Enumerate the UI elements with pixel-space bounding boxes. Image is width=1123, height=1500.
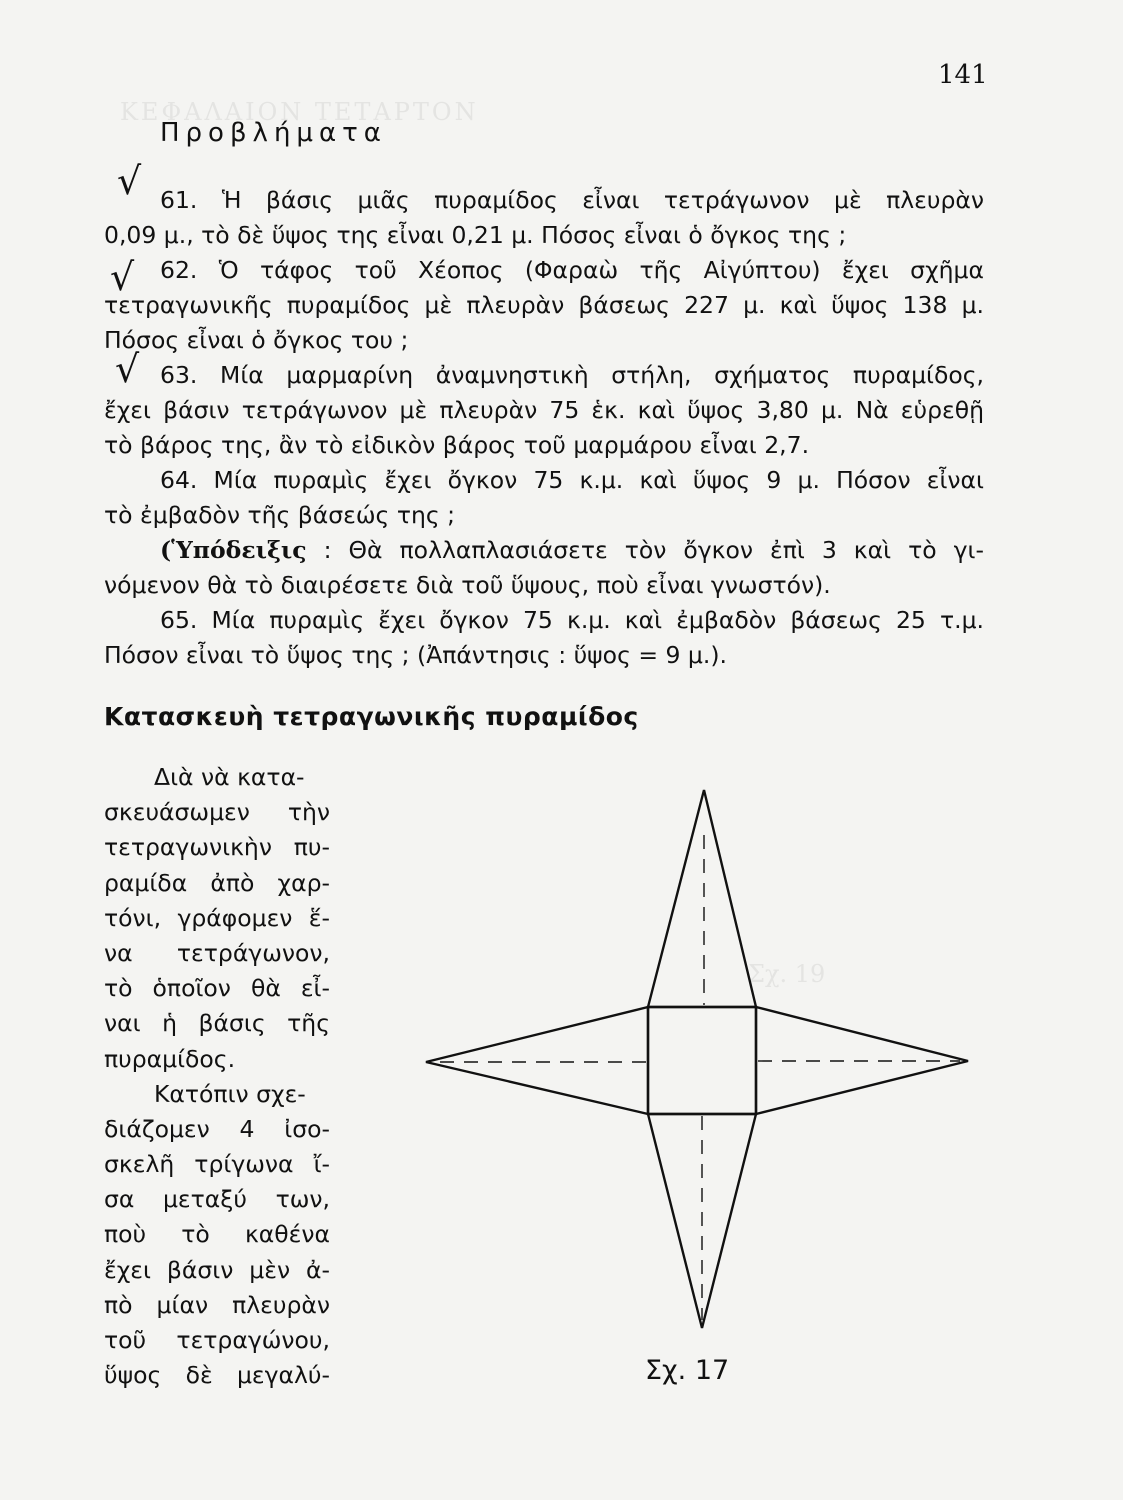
problem-63-line: 63. Μία μαρμαρίνη ἀναμνηστικὴ στήλη, σχήματος πυραμίδος,	[160, 361, 984, 389]
construction-line: τόνι, γράφομεν ἕ-	[104, 903, 330, 932]
problem-61-line: 0,09 μ., τὸ δὲ ὕψος της εἶναι 0,21 μ. Πόσος εἶναι ὁ ὄγκος της ;	[104, 221, 847, 249]
figure-caption: Σχ. 17	[645, 1355, 730, 1386]
page-number: 141	[938, 60, 988, 90]
construction-line: ὕψος δὲ μεγαλύ-	[104, 1361, 330, 1390]
construction-text	[104, 760, 330, 1393]
construction-line: διάζομεν 4 ἰσο-	[104, 1114, 330, 1143]
problem-65-line: 65. Μία πυραμὶς ἔχει ὄγκον 75 κ.μ. καὶ ἐμβαδὸν βάσεως 25 τ.μ.	[160, 606, 984, 634]
construction-line: Διὰ νὰ κατα-	[154, 763, 305, 791]
construction-line: ναι ἡ βάσις τῆς	[104, 1009, 330, 1038]
check-mark-icon: √	[110, 255, 135, 299]
problem-65	[104, 603, 984, 673]
construction-line: τὸ ὁποῖον θὰ εἶ-	[104, 974, 330, 1003]
problem-62-line: τετραγωνικῆς πυραμίδος μὲ πλευρὰν βάσεως 227 μ. καὶ ὕψος 138 μ.	[104, 291, 984, 319]
problem-63-line: ἔχει βάσιν τετράγωνον μὲ πλευρὰν 75 ἑκ. καὶ ὕψος 3,80 μ. Νὰ εὑρεθῇ	[104, 396, 984, 424]
construction-line: τοῦ τετραγώνου,	[104, 1326, 330, 1354]
problem-61	[104, 183, 984, 253]
bleed-through-figure-label: Σχ. 19	[748, 960, 826, 988]
problem-63	[104, 358, 984, 463]
problem-64-line: τὸ ἐμβαδὸν τῆς βάσεώς της ;	[104, 501, 456, 529]
hint-text: : Θὰ πολλαπλασιάσετε τὸν ὄγκον ἐπὶ 3 καὶ τὸ γι-	[323, 536, 984, 564]
construction-line: πυραμίδος.	[104, 1044, 236, 1073]
construction-line: ἔχει βάσιν μὲν ἀ-	[104, 1255, 330, 1284]
check-mark-icon: √	[117, 159, 142, 203]
problem-64-line: 64. Μία πυραμὶς ἔχει ὄγκον 75 κ.μ. καὶ ὕψος 9 μ. Πόσον εἶναι	[160, 466, 984, 494]
construction-line: σκευάσωμεν τὴν	[104, 798, 330, 827]
construction-line: Κατόπιν σχε-	[154, 1079, 306, 1108]
construction-line: να τετράγωνον,	[104, 938, 330, 967]
construction-line: ραμίδα ἀπὸ χαρ-	[104, 868, 330, 897]
problem-61-line: 61. Ἡ βάσις μιᾶς πυραμίδος εἶναι τετράγωνον μὲ πλευρὰν	[160, 186, 984, 214]
construction-heading: Κατασκευὴ τετραγωνικῆς πυραμίδος	[104, 702, 639, 731]
construction-line: σα μεταξύ των,	[104, 1185, 330, 1214]
problem-62-line: 62. Ὁ τάφος τοῦ Χέοπος (Φαραὼ τῆς Αἰγύπτου) ἔχει σχῆμα	[160, 256, 984, 284]
pyramid-net-figure	[420, 780, 980, 1340]
construction-line: σκελῆ τρίγωνα ἴ-	[104, 1150, 330, 1179]
construction-line: τετραγωνικὴν πυ-	[104, 833, 330, 862]
hint-title: (Ὑπόδειξις	[160, 536, 307, 564]
problem-62-line: Πόσος εἶναι ὁ ὄγκος του ;	[104, 326, 409, 354]
check-mark-icon: √	[115, 347, 140, 391]
bleed-through-header: ΚΕΦΑΛΑΙΟΝ ΤΕΤΑΡΤΟΝ	[120, 98, 479, 126]
problem-62	[104, 253, 984, 358]
problem-64	[104, 463, 984, 603]
problem-65-line: Πόσον εἶναι τὸ ὕψος της ; (Ἀπάντησις : ὕψος = 9 μ.).	[104, 641, 727, 669]
problem-64-hint	[160, 533, 984, 568]
construction-line: ποὺ τὸ καθένα	[104, 1220, 330, 1249]
base-square	[648, 1007, 756, 1114]
triangle-left	[426, 1007, 648, 1114]
section-heading: Προβλήματα	[160, 118, 387, 148]
problem-64-line: νόμενον θὰ τὸ διαιρέσετε διὰ τοῦ ὕψους, ποὺ εἶναι γνωστόν).	[104, 571, 831, 599]
triangle-top	[648, 790, 756, 1007]
construction-line: πὸ μίαν πλευρὰν	[104, 1290, 330, 1319]
problem-63-line: τὸ βάρος της, ἂν τὸ εἰδικὸν βάρος τοῦ μαρμάρου εἶναι 2,7.	[104, 431, 810, 459]
